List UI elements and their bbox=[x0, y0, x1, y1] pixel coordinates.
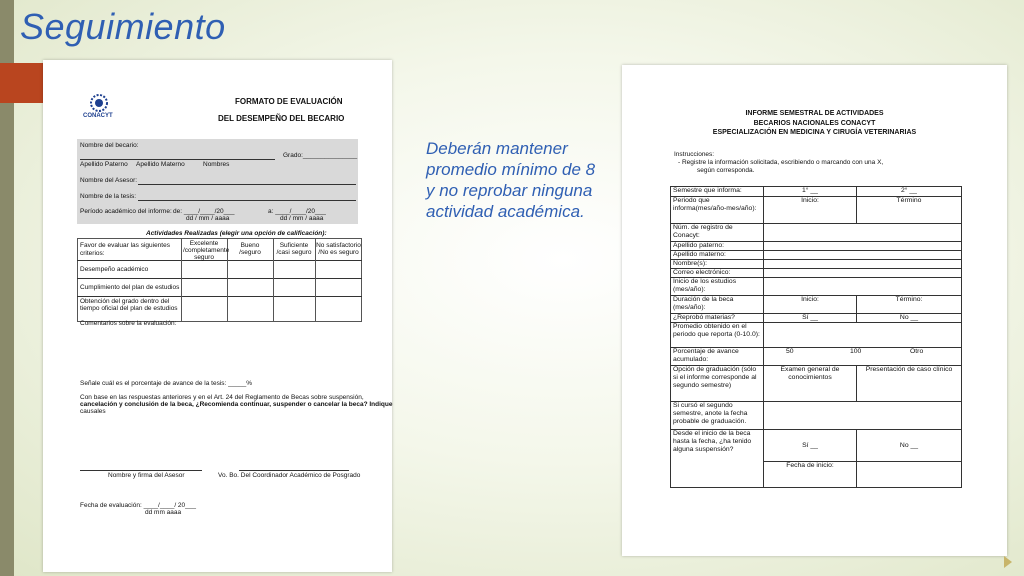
cell-si: Sí __ bbox=[764, 314, 857, 323]
firma-coordinador: Vo. Bo. Del Coordinador Académico de Posgrado bbox=[218, 472, 361, 479]
row-reprobo: ¿Reprobó materias? bbox=[671, 314, 764, 323]
form2-header-3: ESPECIALIZACIÓN EN MEDICINA Y CIRUGÍA VETERINARIAS bbox=[712, 129, 917, 136]
red-accent-stripe bbox=[0, 63, 43, 103]
cell-si-2: Sí __ bbox=[764, 430, 857, 462]
cell-dur-termino: Término: bbox=[857, 296, 962, 314]
cell-no-2: No __ bbox=[857, 430, 962, 462]
field-periodo-a: a: ____/____/20___ bbox=[268, 208, 326, 215]
pct-otro: Otro bbox=[910, 348, 924, 355]
form2-header-2: BECARIOS NACIONALES CONACYT bbox=[753, 120, 876, 127]
label-nombres: Nombres bbox=[203, 161, 230, 168]
label-ap-paterno: Apellido Paterno bbox=[80, 161, 128, 168]
row-semestre: Semestre que informa: bbox=[671, 187, 764, 197]
col-no-satisfactorio: No satisfactorio /No es seguro bbox=[316, 242, 361, 256]
col-suficiente: Suficiente /casi seguro bbox=[276, 242, 312, 256]
row-opcion-graduacion: Opción de graduación (sólo si el informe corresponde al segundo semestre) bbox=[671, 366, 764, 402]
row-ap-materno: Apellido materno: bbox=[671, 251, 764, 260]
row-obtencion: Obtención del grado dentro del tiempo oficial del plan de estudios bbox=[80, 298, 178, 312]
grid-header-criteria: Favor de evaluar las siguientes criterios: bbox=[80, 242, 170, 257]
date-format-1: dd / mm / aaaa bbox=[186, 215, 230, 222]
col-bueno: Bueno /seguro bbox=[239, 242, 261, 256]
field-periodo-de: de: ____/____/20___ bbox=[173, 208, 235, 215]
cell-inicio: Inicio: bbox=[764, 197, 857, 224]
activities-title: Actividades Realizadas (elegir una opción de calificación): bbox=[146, 230, 327, 237]
nav-arrow-icon bbox=[1004, 556, 1012, 568]
field-grado: Grado:_______________ bbox=[283, 152, 358, 159]
row-suspension: Desde el inicio de la beca hasta la fecha, ¿ha tenido alguna suspensión? bbox=[671, 430, 764, 488]
field-asesor: Nombre del Asesor: bbox=[80, 177, 138, 184]
row-fecha-graduacion: Si cursó el segundo semestre, anote la fecha probable de graduación. bbox=[671, 402, 764, 430]
base-text-1: Con base en las respuestas anteriores y en el Art. 24 del Reglamento de Becas sobre suspensión, bbox=[80, 394, 364, 401]
row-ap-paterno: Apellido paterno: bbox=[671, 242, 764, 251]
base-text-3: causales bbox=[80, 408, 106, 415]
cell-termino: Término bbox=[857, 197, 962, 224]
row-nombre: Nombre(s): bbox=[671, 260, 764, 269]
form2-header-1: INFORME SEMESTRAL DE ACTIVIDADES bbox=[745, 110, 884, 117]
comentarios-label: Comentarios sobre la evaluación: bbox=[80, 320, 177, 327]
slide-title: Seguimiento bbox=[20, 6, 226, 47]
cell-dur-inicio: Inicio: bbox=[764, 296, 857, 314]
report-table bbox=[670, 186, 962, 488]
instructions-line-2: según corresponda. bbox=[697, 167, 755, 174]
cell-examen: Examen general de conocimientos bbox=[764, 366, 857, 402]
row-cumplimiento: Cumplimiento del plan de estudios bbox=[80, 284, 180, 291]
semester-report-page bbox=[622, 65, 1007, 556]
field-tesis: Nombre de la tesis: bbox=[80, 193, 136, 200]
conacyt-logo-icon bbox=[88, 94, 110, 112]
row-num-registro: Núm. de registro de Conacyt: bbox=[671, 224, 764, 242]
label-ap-materno: Apellido Materno bbox=[136, 161, 185, 168]
row-promedio: Promedio obtenido en el periodo que reporta (0-10.0): bbox=[671, 323, 764, 348]
col-excelente: Excelente /completamente seguro bbox=[183, 240, 230, 261]
base-text-2: cancelación y conclusión de la beca, ¿Recomienda continuar, suspender o cancelar la beca? Indique bbox=[80, 401, 393, 408]
cell-sem1: 1° __ bbox=[764, 187, 857, 197]
row-periodo: Periodo que informa(mes/año-mes/año): bbox=[671, 197, 764, 224]
field-periodo: Período académico del informe: bbox=[80, 208, 172, 215]
cell-sem2: 2° __ bbox=[857, 187, 962, 197]
pct-100: 100 bbox=[850, 348, 862, 355]
instructions-line-1: - Registre la información solicitada, escribiendo o marcando con una X, bbox=[678, 159, 884, 166]
field-nombre: Nombre del becario: bbox=[80, 142, 139, 149]
fecha-format: dd mm aaaa bbox=[145, 509, 182, 516]
instructions-label: Instrucciones: bbox=[674, 151, 715, 158]
evaluation-form-page bbox=[43, 60, 392, 572]
row-porcentaje: Porcentaje de avance acumulado: bbox=[671, 348, 764, 366]
pct-50: 50 bbox=[786, 348, 794, 355]
firma-asesor: Nombre y firma del Asesor bbox=[108, 472, 185, 479]
form1-title2: DEL DESEMPEÑO DEL BECARIO bbox=[218, 114, 345, 123]
row-desempeno: Desempeño académico bbox=[80, 266, 149, 273]
date-format-2: dd / mm / aaaa bbox=[280, 215, 324, 222]
row-correo: Correo electrónico: bbox=[671, 269, 764, 278]
row-inicio-estudios: Inicio de los estudios (mes/año): bbox=[671, 278, 764, 296]
cell-fecha-inicio: Fecha de inicio: bbox=[764, 462, 857, 488]
form1-title1: FORMATO DE EVALUACIÓN bbox=[235, 97, 343, 106]
row-duracion: Duración de la beca (mes/año): bbox=[671, 296, 764, 314]
fecha-evaluacion: Fecha de evaluación: ____/____/ 20___ bbox=[80, 502, 197, 509]
cell-no: No __ bbox=[857, 314, 962, 323]
porcentaje-label: Señale cuál es el porcentaje de avance de la tesis: _____% bbox=[80, 380, 253, 387]
note-text: Deberán mantener promedio mínimo de 8 y no reprobar ninguna actividad académica. bbox=[426, 139, 596, 221]
logo-text: CONACYT bbox=[83, 113, 113, 119]
cell-presentacion: Presentación de caso clínico bbox=[857, 366, 962, 402]
